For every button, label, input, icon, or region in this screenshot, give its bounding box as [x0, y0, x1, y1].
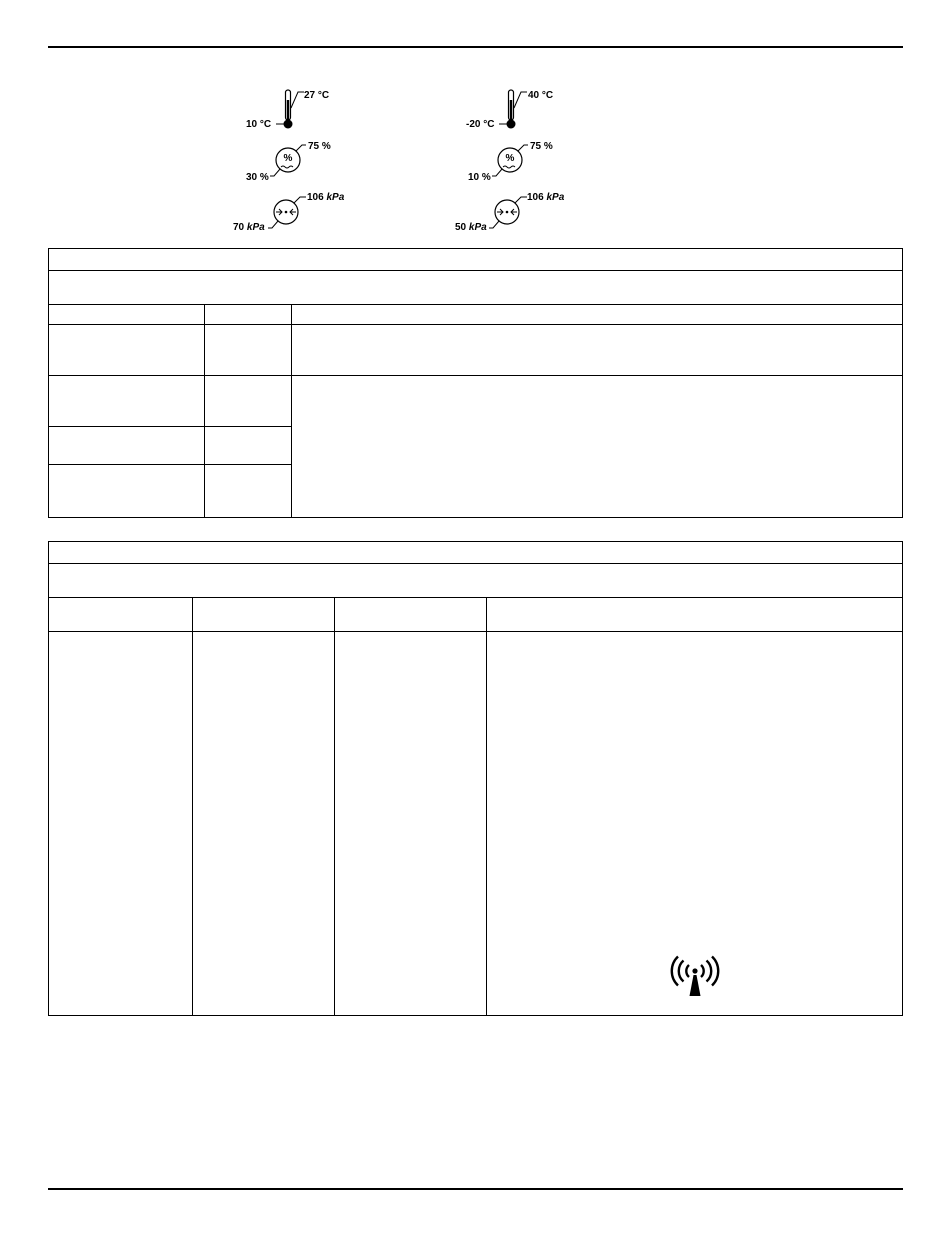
table-divider: [49, 563, 902, 564]
storage-humidity-high: 75 %: [530, 141, 553, 152]
table-column-divider: [192, 597, 193, 1016]
table-divider: [49, 304, 902, 305]
storage-temp-high: 40 °C: [528, 90, 554, 101]
table-divider: [49, 324, 902, 325]
emissions-table: [48, 248, 903, 518]
storage-pressure-low: 50 kPa: [455, 222, 487, 233]
table-divider: [49, 426, 291, 427]
operating-pressure-high: 106 kPa: [307, 192, 345, 203]
operating-temp-high: 27 °C: [304, 90, 330, 101]
table-column-divider: [291, 304, 292, 518]
svg-text:%: %: [283, 153, 293, 164]
table-divider: [49, 597, 902, 598]
table-column-divider: [204, 304, 205, 518]
non-ionizing-radiation-icon: [669, 956, 721, 1000]
header-rule: [48, 46, 903, 48]
table-divider: [49, 375, 902, 376]
footer-rule: [48, 1188, 903, 1190]
svg-text:%: %: [505, 153, 515, 164]
table-divider: [49, 631, 902, 632]
operating-humidity-high: 75 %: [308, 141, 331, 152]
immunity-table: [48, 541, 903, 1016]
storage-temp-low: -20 °C: [466, 119, 495, 130]
table-column-divider: [334, 597, 335, 1016]
table-column-divider: [486, 597, 487, 1016]
operating-humidity-low: 30 %: [246, 172, 269, 183]
operating-pressure-low: 70 kPa: [233, 222, 265, 233]
table-divider: [49, 270, 902, 271]
operating-temp-low: 10 °C: [246, 119, 272, 130]
storage-humidity-low: 10 %: [468, 172, 491, 183]
table-divider: [49, 464, 291, 465]
storage-pressure-high: 106 kPa: [527, 192, 565, 203]
